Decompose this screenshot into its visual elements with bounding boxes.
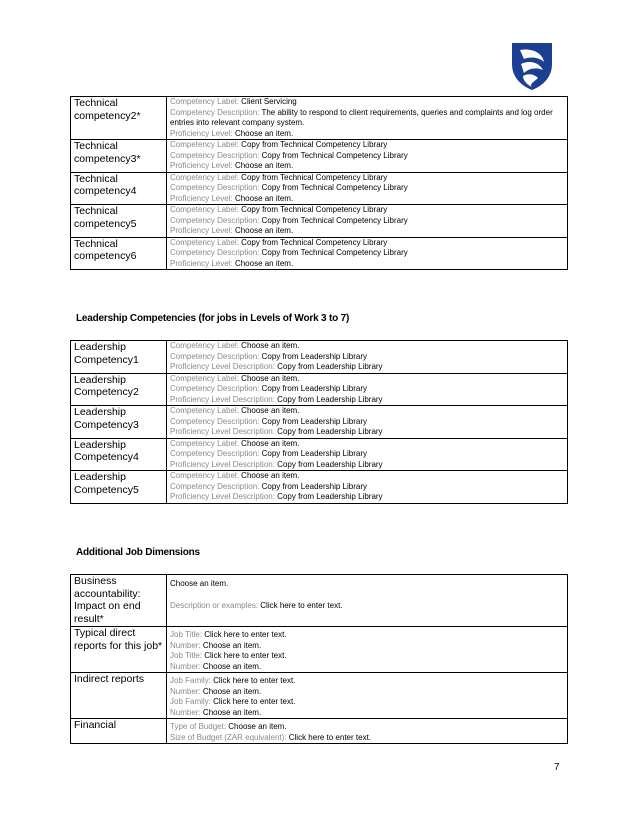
competency-description-field[interactable]: Copy from Technical Competency Library xyxy=(261,150,408,160)
field-key: Competency Description: xyxy=(170,107,260,117)
proficiency-description-field[interactable]: Copy from Leadership Library xyxy=(277,459,383,469)
table-row xyxy=(71,140,568,173)
field-key: Number: xyxy=(170,686,201,696)
row-label: Technical competency5 xyxy=(71,205,167,238)
table-row xyxy=(71,406,568,439)
competency-description-field[interactable]: Copy from Leadership Library xyxy=(261,449,367,458)
table-row xyxy=(71,627,568,673)
field-key: Competency Label: xyxy=(170,140,239,149)
field-key: Description or examples: xyxy=(170,600,259,610)
job-title-field[interactable]: Click here to enter text. xyxy=(204,651,287,660)
row-label: Indirect reports xyxy=(71,673,167,719)
number-dropdown[interactable]: Choose an item. xyxy=(202,686,262,696)
field-key: Competency Description: xyxy=(170,150,260,160)
competency-label-field[interactable]: Client Servicing xyxy=(241,97,297,106)
competency-label-dropdown[interactable]: Choose an item. xyxy=(241,438,300,448)
row-label: Technical competency6 xyxy=(71,237,167,270)
competency-description-field[interactable]: Copy from Technical Competency Library xyxy=(261,215,408,225)
table-row xyxy=(71,97,568,140)
proficiency-description-field[interactable]: Copy from Leadership Library xyxy=(277,394,383,404)
competency-label-field[interactable]: Copy from Technical Competency Library xyxy=(241,172,388,182)
competency-description-field[interactable]: Copy from Leadership Library xyxy=(261,384,367,393)
additional-dimensions-table xyxy=(70,574,568,744)
row-label: Leadership Competency3 xyxy=(71,406,167,439)
competency-label-dropdown[interactable]: Choose an item. xyxy=(241,373,300,383)
additional-section-heading: Additional Job Dimensions xyxy=(76,547,200,558)
field-key: Competency Label: xyxy=(170,406,239,415)
competency-label-field[interactable]: Copy from Technical Competency Library xyxy=(241,140,388,149)
competency-description-field[interactable]: Copy from Technical Competency Library xyxy=(261,183,408,192)
field-key: Proficiency Level Description: xyxy=(170,492,275,501)
leadership-section-heading: Leadership Competencies (for jobs in Levels of Work 3 to 7) xyxy=(76,313,350,324)
proficiency-level-dropdown[interactable]: Choose an item. xyxy=(234,193,294,203)
competency-label-dropdown[interactable]: Choose an item. xyxy=(241,406,300,415)
budget-type-dropdown[interactable]: Choose an item. xyxy=(228,722,287,731)
competency-description-field[interactable]: Copy from Leadership Library xyxy=(261,416,367,426)
field-key: Job Family: xyxy=(170,676,211,685)
field-key: Proficiency Level Description: xyxy=(170,459,275,469)
row-label: Leadership Competency5 xyxy=(71,471,167,504)
field-key: Proficiency Level: xyxy=(170,258,233,268)
row-label: Leadership Competency1 xyxy=(71,341,167,374)
table-row xyxy=(71,373,568,406)
field-key: Type of Budget: xyxy=(170,722,227,731)
competency-description-field[interactable]: Copy from Leadership Library xyxy=(261,351,367,361)
field-key: Competency Label: xyxy=(170,97,239,106)
field-key: Competency Description: xyxy=(170,416,260,426)
field-key: Competency Label: xyxy=(170,205,239,214)
row-label: Technical competency3* xyxy=(71,140,167,173)
competency-description-field[interactable]: The ability to respond to client requirements, queries and complaints and log order entries into relevant company system. xyxy=(170,107,553,127)
number-dropdown[interactable]: Choose an item. xyxy=(202,707,262,717)
field-key: Competency Label: xyxy=(170,172,239,182)
competency-label-field[interactable]: Copy from Technical Competency Library xyxy=(241,205,388,214)
table-row xyxy=(71,237,568,270)
proficiency-level-dropdown[interactable]: Choose an item. xyxy=(234,226,294,235)
number-dropdown[interactable]: Choose an item. xyxy=(202,640,262,650)
competency-label-dropdown[interactable]: Choose an item. xyxy=(241,471,300,480)
field-key: Competency Description: xyxy=(170,481,260,491)
field-key: Job Title: xyxy=(170,630,203,639)
competency-label-field[interactable]: Copy from Technical Competency Library xyxy=(241,237,388,247)
table-row xyxy=(71,172,568,205)
table-row xyxy=(71,673,568,719)
job-family-field[interactable]: Click here to enter text. xyxy=(213,676,296,685)
table-row xyxy=(71,205,568,238)
proficiency-level-dropdown[interactable]: Choose an item. xyxy=(234,128,294,138)
field-key: Competency Label: xyxy=(170,373,239,383)
table-row xyxy=(71,575,568,627)
field-key: Competency Description: xyxy=(170,183,260,192)
field-key: Proficiency Level: xyxy=(170,226,233,235)
budget-size-field[interactable]: Click here to enter text. xyxy=(288,732,372,742)
competency-label-dropdown[interactable]: Choose an item. xyxy=(241,341,300,350)
field-key: Competency Label: xyxy=(170,471,239,480)
proficiency-description-field[interactable]: Copy from Leadership Library xyxy=(277,492,383,501)
competency-description-field[interactable]: Copy from Leadership Library xyxy=(261,481,367,491)
page-number: 7 xyxy=(554,762,560,773)
row-label: Typical direct reports for this job* xyxy=(71,627,167,673)
row-label: Business accountability: Impact on end result* xyxy=(71,575,167,627)
field-key: Competency Description: xyxy=(170,384,260,393)
row-label: Leadership Competency4 xyxy=(71,438,167,471)
examples-text-field[interactable]: Click here to enter text. xyxy=(260,600,343,610)
number-dropdown[interactable]: Choose an item. xyxy=(202,661,262,671)
proficiency-level-dropdown[interactable]: Choose an item. xyxy=(234,161,294,170)
field-key: Job Title: xyxy=(170,651,203,660)
job-family-field[interactable]: Click here to enter text. xyxy=(213,697,296,706)
row-label: Financial xyxy=(71,719,167,744)
impact-dropdown[interactable]: Choose an item. xyxy=(170,579,229,588)
field-key: Competency Label: xyxy=(170,438,239,448)
leadership-competencies-table xyxy=(70,340,568,504)
table-row xyxy=(71,719,568,744)
table-row xyxy=(71,438,568,471)
competency-description-field[interactable]: Copy from Technical Competency Library xyxy=(261,248,408,257)
field-key: Competency Label: xyxy=(170,341,239,350)
field-key: Number: xyxy=(170,640,201,650)
field-key: Competency Description: xyxy=(170,248,260,257)
field-key: Proficiency Level: xyxy=(170,161,233,170)
proficiency-level-dropdown[interactable]: Choose an item. xyxy=(234,258,294,268)
standard-bank-logo-icon xyxy=(509,40,555,92)
field-key: Number: xyxy=(170,661,201,671)
field-key: Proficiency Level Description: xyxy=(170,362,275,371)
row-label: Technical competency2* xyxy=(71,97,167,140)
field-key: Competency Description: xyxy=(170,449,260,458)
field-key: Competency Label: xyxy=(170,237,239,247)
field-key: Competency Description: xyxy=(170,351,260,361)
job-title-field[interactable]: Click here to enter text. xyxy=(204,630,287,639)
row-label: Leadership Competency2 xyxy=(71,373,167,406)
field-key: Proficiency Level Description: xyxy=(170,427,275,436)
proficiency-description-field[interactable]: Copy from Leadership Library xyxy=(277,362,383,371)
field-key: Proficiency Level: xyxy=(170,193,233,203)
field-key: Size of Budget (ZAR equivalent): xyxy=(170,732,287,742)
field-key: Proficiency Level: xyxy=(170,128,233,138)
table-row xyxy=(71,471,568,504)
field-key: Number: xyxy=(170,707,201,717)
row-label: Technical competency4 xyxy=(71,172,167,205)
field-key: Proficiency Level Description: xyxy=(170,394,275,404)
table-row xyxy=(71,341,568,374)
field-key: Job Family: xyxy=(170,697,211,706)
proficiency-description-field[interactable]: Copy from Leadership Library xyxy=(277,427,383,436)
field-key: Competency Description: xyxy=(170,215,260,225)
technical-competencies-table xyxy=(70,96,568,270)
